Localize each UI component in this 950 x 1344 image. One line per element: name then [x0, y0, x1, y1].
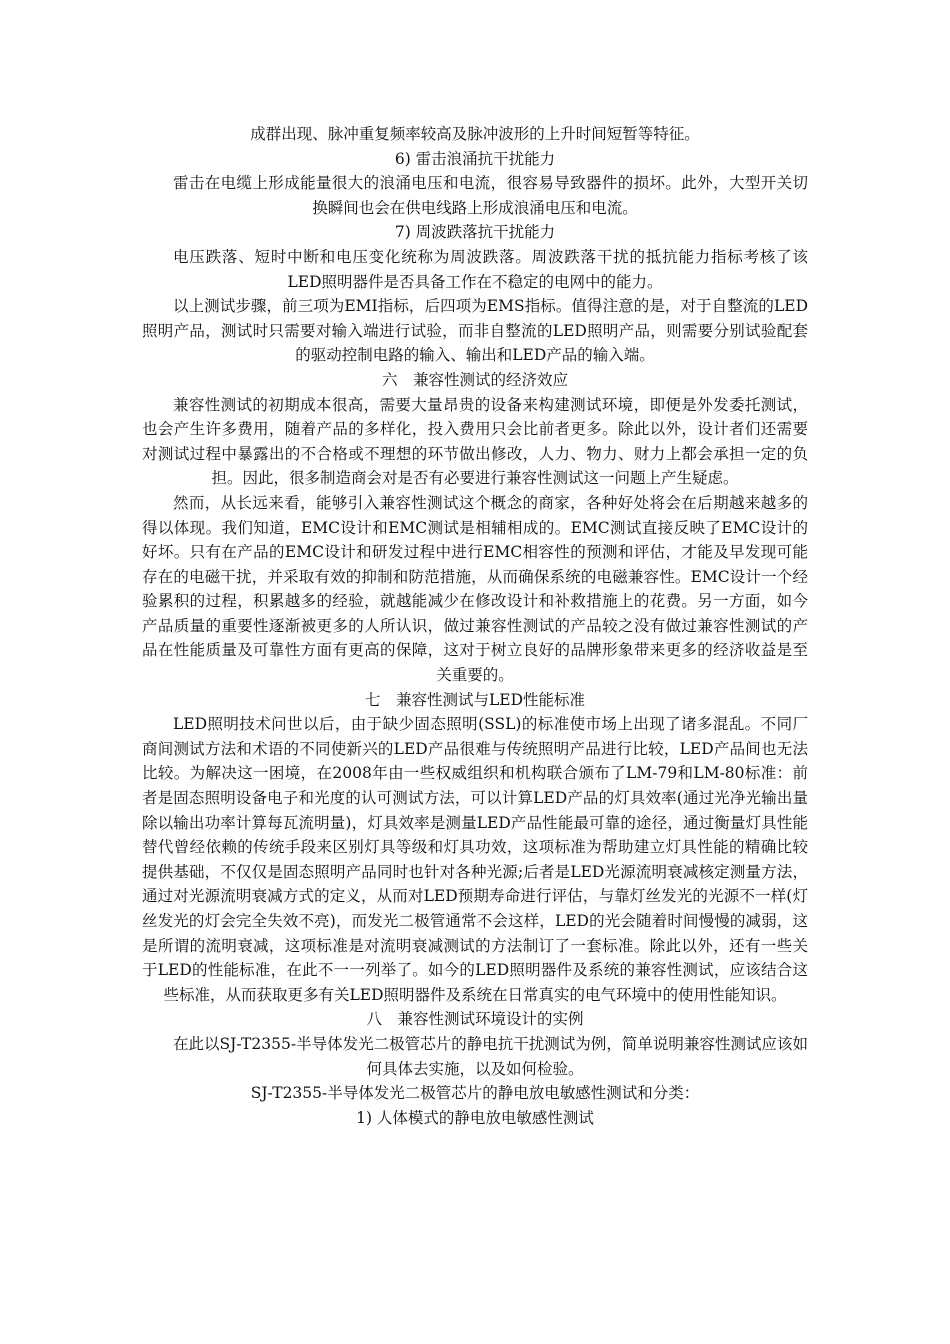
- paragraph: LED照明技术问世以后，由于缺少固态照明(SSL)的标准使市场上出现了诸多混乱。不同厂商间测试方法和术语的不同使新兴的LED产品很难与传统照明产品进行比较，LED产品间也无法比较。为解决这一困境，在2008年由一些权威组织和机构联合颁布了LM-79和LM-80标准：前者是固态照明设备电子和光度的认可测试方法，可以计算LED产品的灯具效率(通过光净光输出量除以输出功率计算每瓦流明量)，灯具效率是测量LED产品性能最可靠的途径，通过衡量灯具性能替代曾经依赖的传统手段来区别灯具等级和灯具功效，这项标准为帮助建立灯具性能的精确比较提供基础，不仅仅是固态照明产品同时也针对各种光源;后者是LED光源流明衰减核定测量方法，通过对光源流明衰减方式的定义，从而对LED预期寿命进行评估，与靠灯丝发光的光源不一样(灯丝发光的灯会完全失效不亮)，而发光二极管通常不会这样，LED的光会随着时间慢慢的减弱，这是所谓的流明衰减，这项标准是对流明衰减测试的方法制订了一套标准。除此以外，还有一些关于LED的性能标准，在此不一一列举了。如今的LED照明器件及系统的兼容性测试，应该结合这些标准，从而获取更多有关LED照明器件及系统在日常真实的电气环境中的使用性能知识。: [142, 715, 808, 1004]
- section-heading: 八 兼容性测试环境设计的实例: [366, 1010, 584, 1029]
- paragraph: 电压跌落、短时中断和电压变化统称为周波跌落。周波跌落干扰的抵抗能力指标考核了该LED照明器件是否具备工作在不稳定的电网中的能力。: [173, 247, 808, 291]
- paragraph: 以上测试步骤，前三项为EMI指标，后四项为EMS指标。值得注意的是，对于自整流的LED照明产品，测试时只需要对输入端进行试验，而非自整流的LED照明产品，则需要分别试验配套的驱动控制电路的输入、输出和LED产品的输入端。: [142, 297, 808, 365]
- section-heading: 六 兼容性测试的经济效应: [381, 370, 568, 389]
- paragraph: 成群出现、脉冲重复频率较高及脉冲波形的上升时间短暂等特征。: [250, 125, 700, 143]
- section-heading: 七 兼容性测试与LED性能标准: [364, 690, 586, 709]
- paragraph: 然而，从长远来看，能够引入兼容性测试这个概念的商家，各种好处将会在后期越来越多的得以体现。我们知道，EMC设计和EMC测试是相辅相成的。EMC测试直接反映了EMC设计的好坏。只有在产品的EMC设计和研发过程中进行EMC相容性的预测和评估，才能及早发现可能存在的电磁干扰，并采取有效的抑制和防范措施，从而确保系统的电磁兼容性。EMC设计一个经验累积的过程，积累越多的经验，就越能减少在修改设计和补救措施上的花费。另一方面，如今产品质量的重要性逐渐被更多的人所认识，做过兼容性测试的产品较之没有做过兼容性测试的产品在性能质量及可靠性方面有更高的保障，这对于树立良好的品牌形象带来更多的经济收益是至关重要的。: [142, 493, 808, 685]
- paragraph: 雷击在电缆上形成能量很大的浪涌电压和电流，很容易导致器件的损坏。此外，大型开关切换瞬间也会在供电线路上形成浪涌电压和电流。: [173, 174, 808, 217]
- subsection-heading: SJ-T2355-半导体发光二极管芯片的静电放电敏感性测试和分类：: [250, 1084, 700, 1103]
- section-heading: 6) 雷击浪涌抗干扰能力: [394, 149, 556, 168]
- subsection-heading: 1) 人体模式的静电放电敏感性测试: [356, 1108, 594, 1127]
- section-heading: 7) 周波跌落抗干扰能力: [394, 223, 556, 242]
- paragraph: 兼容性测试的初期成本很高，需要大量昂贵的设备来构建测试环境，即便是外发委托测试，也会产生许多费用，随着产品的多样化，投入费用只会比前者更多。除此以外，设计者们还需要对测试过程中暴露出的不合格或不理想的环节做出修改，人力、物力、财力上都会承担一定的负担。因此，很多制造商会对是否有必要进行兼容性测试这一问题上产生疑虑。: [142, 395, 808, 488]
- document-page: [142, 122, 808, 1130]
- paragraph: 在此以SJ-T2355-半导体发光二极管芯片的静电抗干扰测试为例，简单说明兼容性测试应该如何具体去实施，以及如何检验。: [173, 1034, 808, 1078]
